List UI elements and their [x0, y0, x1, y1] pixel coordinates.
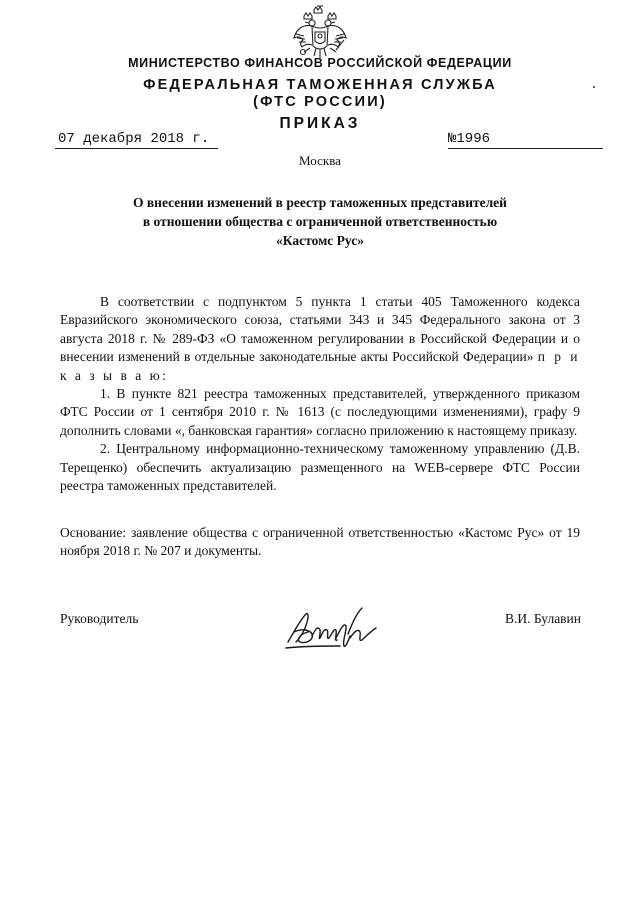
order-number [448, 131, 603, 149]
preamble-text: В соответствии с подпунктом 5 пункта 1 статьи 405 Таможенного кодекса Евразийского экономического союза, статьями 343 и 345 Федерального закона от 3 августа 2018 г. № 289-ФЗ «О таможенном регулировании в Российской Федерации и о внесении изменений в отдельные законодательные акты Российской Федерации» [60, 294, 580, 365]
order-body [60, 293, 580, 495]
service-name-line2: (ФТС РОССИИ) [253, 94, 387, 110]
service-name-line1: ФЕДЕРАЛЬНАЯ ТАМОЖЕННАЯ СЛУЖБА [143, 77, 497, 93]
city: Москва [299, 153, 341, 168]
title-line3: «Кастомс Рус» [276, 233, 364, 248]
order-word: п р и к а з ы в а ю: [60, 349, 581, 383]
document-type: ПРИКАЗ [279, 115, 361, 132]
item-2: 2. Центральному информационно-техническому таможенному управлению (Д.В. Терещенко) обеспечить актуализацию размещенного на WEB-сервере ФТС России реестра таможенных представителей. [60, 441, 580, 494]
signatory-role: Руководитель [60, 611, 139, 626]
number-sign: № [448, 131, 457, 147]
order-title [60, 193, 580, 250]
stray-mark [593, 86, 595, 88]
signatory-name: В.И. Булавин [505, 611, 582, 626]
number-value: 1996 [456, 131, 491, 147]
basis-paragraph: Основание: заявление общества с ограниченной ответственностью «Кастомс Рус» от 19 ноября 2018 г. № 207 и документы. [60, 525, 580, 559]
coat-of-arms-icon [290, 4, 350, 60]
order-date: 07 декабря 2018 г. [55, 131, 218, 149]
title-line2: в отношении общества с ограниченной ответственностью [142, 214, 498, 229]
title-line1: О внесении изменений в реестр таможенных представителей [133, 195, 507, 210]
item-1: 1. В пункте 821 реестра таможенных представителей, утвержденного приказом ФТС России от 1 сентября 2010 г. № 1613 (с последующими изменениями), графу 9 дополнить словами «, банковская гарантия» согласно приложению к настоящему приказу. [60, 386, 580, 438]
ministry-name: МИНИСТЕРСТВО ФИНАНСОВ РОССИЙСКОЙ ФЕДЕРАЦИИ [128, 56, 512, 70]
preamble-paragraph [60, 293, 580, 385]
signature-icon [284, 602, 380, 652]
service-name [0, 77, 640, 111]
